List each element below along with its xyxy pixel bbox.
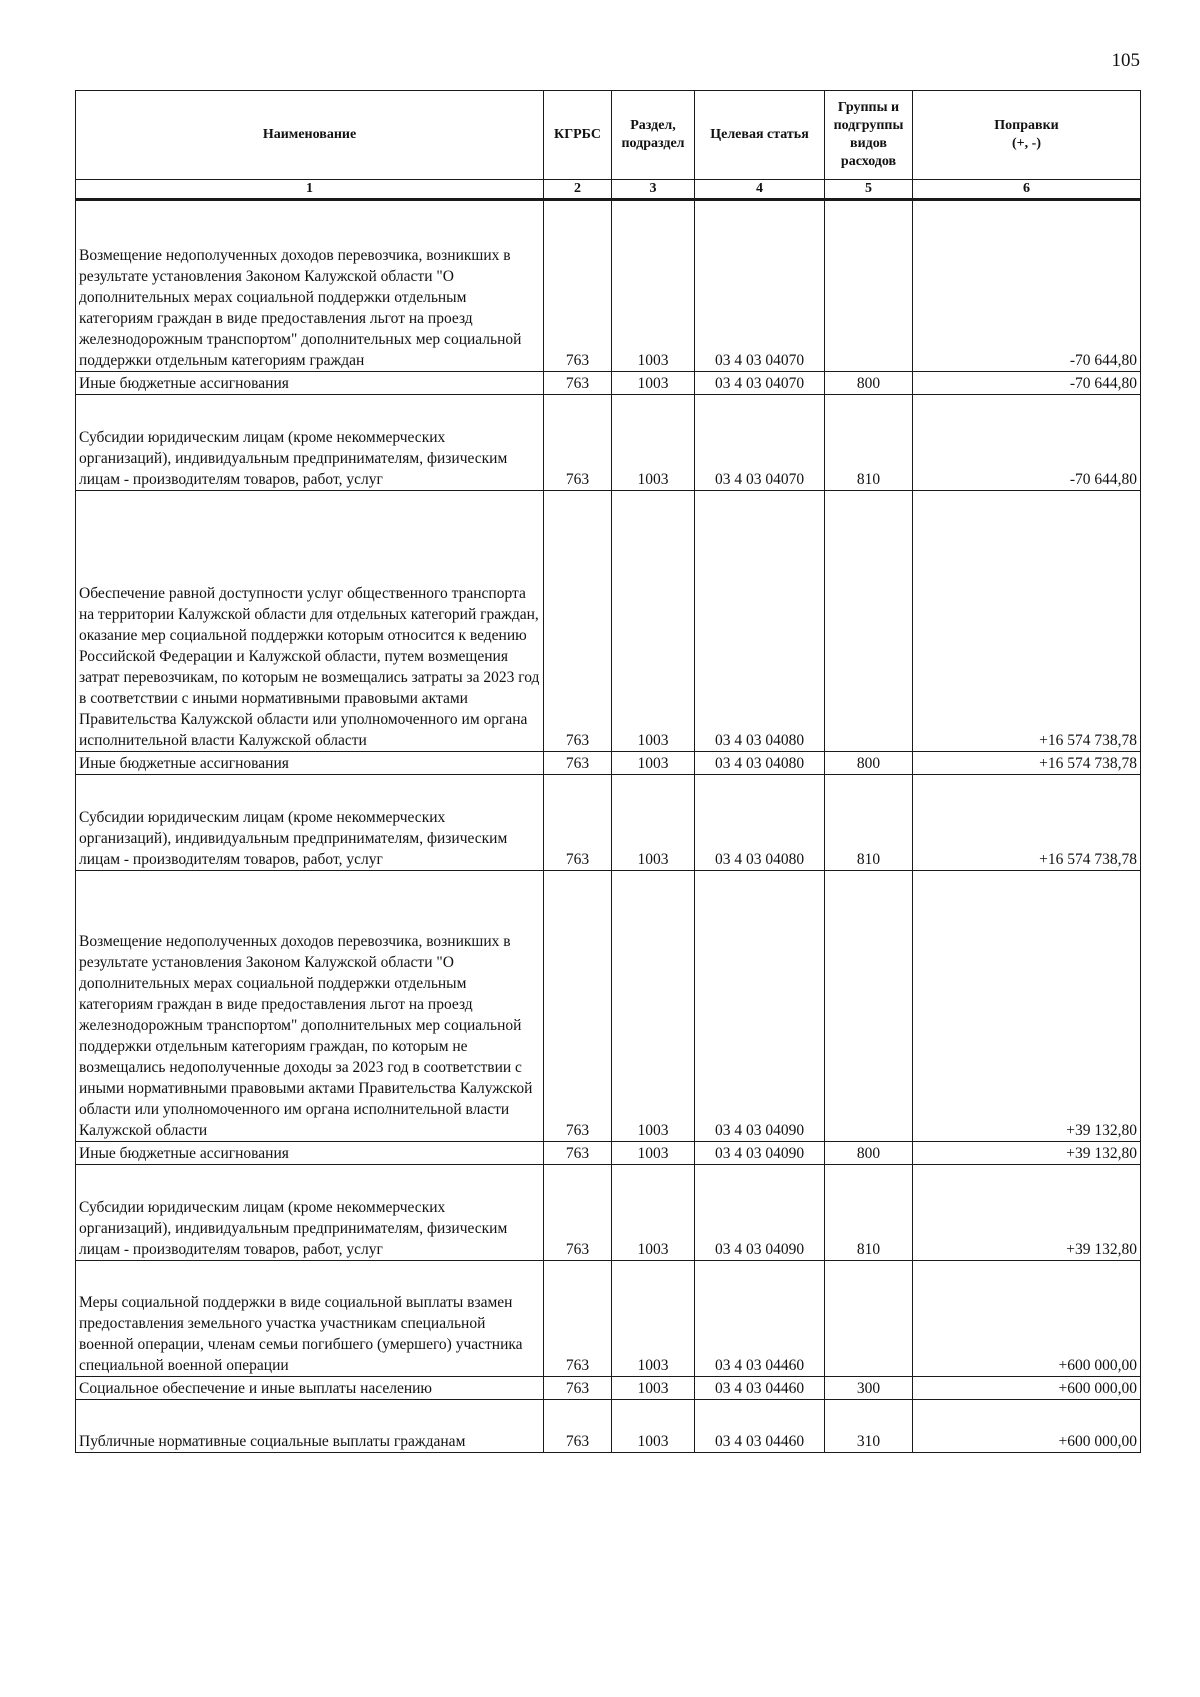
column-number: 3 bbox=[612, 180, 695, 200]
row-target: 03 4 03 04090 bbox=[695, 871, 825, 1142]
row-group bbox=[825, 1261, 913, 1377]
row-section: 1003 bbox=[612, 395, 695, 491]
row-section: 1003 bbox=[612, 1142, 695, 1165]
row-section: 1003 bbox=[612, 871, 695, 1142]
row-name: Субсидии юридическим лицам (кроме некоммерческих организаций), индивидуальным предпринимателям, физическим лицам - производителям товаров, работ, услуг bbox=[76, 395, 544, 491]
header-groups: Группы и подгруппы видов расходов bbox=[825, 91, 913, 180]
row-kgrbs: 763 bbox=[544, 200, 612, 372]
row-target: 03 4 03 04080 bbox=[695, 491, 825, 752]
row-group bbox=[825, 200, 913, 372]
row-amount: +16 574 738,78 bbox=[913, 752, 1141, 775]
row-kgrbs: 763 bbox=[544, 1165, 612, 1261]
row-target: 03 4 03 04080 bbox=[695, 752, 825, 775]
row-target: 03 4 03 04090 bbox=[695, 1165, 825, 1261]
row-amount: +39 132,80 bbox=[913, 1165, 1141, 1261]
row-kgrbs: 763 bbox=[544, 491, 612, 752]
table-row bbox=[76, 372, 1141, 395]
table-row bbox=[76, 491, 1141, 752]
row-amount: -70 644,80 bbox=[913, 200, 1141, 372]
column-number: 4 bbox=[695, 180, 825, 200]
row-kgrbs: 763 bbox=[544, 372, 612, 395]
row-name: Субсидии юридическим лицам (кроме некоммерческих организаций), индивидуальным предпринимателям, физическим лицам - производителям товаров, работ, услуг bbox=[76, 775, 544, 871]
row-amount: +600 000,00 bbox=[913, 1400, 1141, 1453]
row-target: 03 4 03 04070 bbox=[695, 372, 825, 395]
row-group: 810 bbox=[825, 1165, 913, 1261]
row-group: 800 bbox=[825, 1142, 913, 1165]
row-group: 800 bbox=[825, 752, 913, 775]
row-section: 1003 bbox=[612, 752, 695, 775]
header-amendments bbox=[913, 91, 1141, 180]
row-group bbox=[825, 491, 913, 752]
row-section: 1003 bbox=[612, 491, 695, 752]
table-row bbox=[76, 1400, 1141, 1453]
row-name: Субсидии юридическим лицам (кроме некоммерческих организаций), индивидуальным предпринимателям, физическим лицам - производителям товаров, работ, услуг bbox=[76, 1165, 544, 1261]
row-group: 310 bbox=[825, 1400, 913, 1453]
row-section: 1003 bbox=[612, 1165, 695, 1261]
header-kgrbs: КГРБС bbox=[544, 91, 612, 180]
row-amount: +600 000,00 bbox=[913, 1377, 1141, 1400]
row-kgrbs: 763 bbox=[544, 752, 612, 775]
row-name: Иные бюджетные ассигнования bbox=[76, 372, 544, 395]
table-row bbox=[76, 1377, 1141, 1400]
table-row bbox=[76, 1165, 1141, 1261]
row-section: 1003 bbox=[612, 1377, 695, 1400]
row-group bbox=[825, 871, 913, 1142]
row-amount: +39 132,80 bbox=[913, 871, 1141, 1142]
row-amount: +39 132,80 bbox=[913, 1142, 1141, 1165]
row-group: 810 bbox=[825, 775, 913, 871]
header-amendments-title: Поправки bbox=[994, 118, 1059, 133]
budget-amendments-table bbox=[75, 90, 1141, 1453]
row-kgrbs: 763 bbox=[544, 395, 612, 491]
header-amendments-sign: (+, -) bbox=[1012, 136, 1041, 151]
table-row bbox=[76, 200, 1141, 372]
row-section: 1003 bbox=[612, 1400, 695, 1453]
row-target: 03 4 03 04460 bbox=[695, 1400, 825, 1453]
table-row bbox=[76, 871, 1141, 1142]
row-group: 800 bbox=[825, 372, 913, 395]
row-name: Возмещение недополученных доходов перевозчика, возникших в результате установления Законом Калужской области "О дополнительных мерах социальной поддержки отдельным категориям граждан в виде предоставления льгот на проезд железнодорожным транспортом" дополнительных мер социальной поддержки отдельным категориям граждан bbox=[76, 200, 544, 372]
page-number: 105 bbox=[1111, 50, 1140, 71]
row-amount: +16 574 738,78 bbox=[913, 775, 1141, 871]
column-number: 6 bbox=[913, 180, 1141, 200]
table-row bbox=[76, 752, 1141, 775]
table-row bbox=[76, 775, 1141, 871]
row-target: 03 4 03 04090 bbox=[695, 1142, 825, 1165]
row-name: Возмещение недополученных доходов перевозчика, возникших в результате установления Законом Калужской области "О дополнительных мерах социальной поддержки отдельным категориям граждан в виде предоставления льгот на проезд железнодорожным транспортом" дополнительных мер социальной поддержки отдельным категориям граждан, по которым не возмещались недополученные доходы за 2023 год в соответствии с иными нормативными правовыми актами Правительства Калужской области или уполномоченного им органа исполнительной власти Калужской области bbox=[76, 871, 544, 1142]
row-name: Обеспечение равной доступности услуг общественного транспорта на территории Калужской области для отдельных категорий граждан, оказание мер социальной поддержки которым относится к ведению Российской Федерации и Калужской области, путем возмещения затрат перевозчикам, по которым не возмещались затраты за 2023 год в соответствии с иными нормативными правовыми актами Правительства Калужской области или уполномоченного им органа исполнительной власти Калужской области bbox=[76, 491, 544, 752]
row-kgrbs: 763 bbox=[544, 1261, 612, 1377]
table-row bbox=[76, 1261, 1141, 1377]
row-section: 1003 bbox=[612, 200, 695, 372]
row-kgrbs: 763 bbox=[544, 1377, 612, 1400]
row-kgrbs: 763 bbox=[544, 871, 612, 1142]
table-row bbox=[76, 1142, 1141, 1165]
row-name: Меры социальной поддержки в виде социальной выплаты взамен предоставления земельного участка участникам специальной военной операции, членам семьи погибшего (умершего) участника специальной военной операции bbox=[76, 1261, 544, 1377]
header-target: Целевая статья bbox=[695, 91, 825, 180]
row-name: Иные бюджетные ассигнования bbox=[76, 1142, 544, 1165]
column-number: 2 bbox=[544, 180, 612, 200]
row-kgrbs: 763 bbox=[544, 775, 612, 871]
table-header-row bbox=[76, 91, 1141, 180]
row-section: 1003 bbox=[612, 1261, 695, 1377]
row-kgrbs: 763 bbox=[544, 1400, 612, 1453]
row-group: 300 bbox=[825, 1377, 913, 1400]
row-amount: +600 000,00 bbox=[913, 1261, 1141, 1377]
row-target: 03 4 03 04070 bbox=[695, 395, 825, 491]
column-number: 5 bbox=[825, 180, 913, 200]
row-name: Социальное обеспечение и иные выплаты населению bbox=[76, 1377, 544, 1400]
row-amount: +16 574 738,78 bbox=[913, 491, 1141, 752]
row-target: 03 4 03 04080 bbox=[695, 775, 825, 871]
table-row bbox=[76, 395, 1141, 491]
row-amount: -70 644,80 bbox=[913, 372, 1141, 395]
row-target: 03 4 03 04460 bbox=[695, 1261, 825, 1377]
row-section: 1003 bbox=[612, 372, 695, 395]
row-section: 1003 bbox=[612, 775, 695, 871]
header-name: Наименование bbox=[76, 91, 544, 180]
row-amount: -70 644,80 bbox=[913, 395, 1141, 491]
row-target: 03 4 03 04070 bbox=[695, 200, 825, 372]
row-group: 810 bbox=[825, 395, 913, 491]
row-name: Иные бюджетные ассигнования bbox=[76, 752, 544, 775]
header-section: Раздел, подраздел bbox=[612, 91, 695, 180]
column-number-row bbox=[76, 180, 1141, 200]
row-name: Публичные нормативные социальные выплаты гражданам bbox=[76, 1400, 544, 1453]
row-target: 03 4 03 04460 bbox=[695, 1377, 825, 1400]
column-number: 1 bbox=[76, 180, 544, 200]
row-kgrbs: 763 bbox=[544, 1142, 612, 1165]
